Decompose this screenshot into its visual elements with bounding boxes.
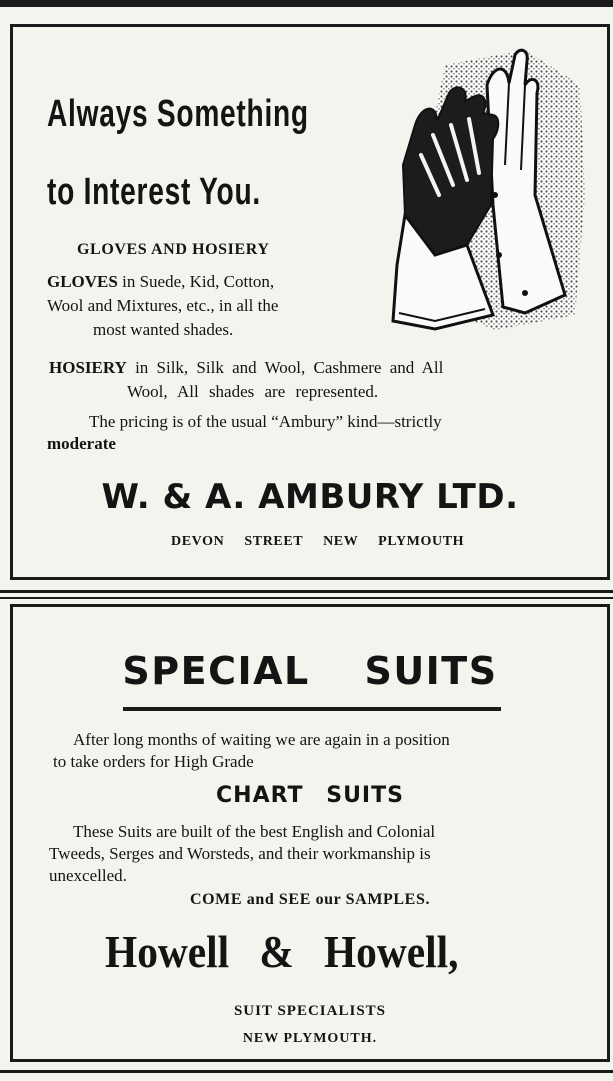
company-name: Howell & Howell, — [105, 926, 459, 977]
intro-line-1: After long months of waiting we are again in a position — [73, 730, 450, 749]
description-line-1: These Suits are built of the best English and Colonial — [73, 822, 436, 841]
top-column-rule — [0, 0, 613, 7]
call-to-action: COME and SEE our SAMPLES. — [189, 891, 431, 908]
howell-advertisement — [10, 604, 610, 1062]
headline-line-2: to Interest You. — [47, 171, 261, 213]
middle-column-rule-thin — [0, 597, 613, 599]
hosiery-line-1: HOSIERY in Silk, Silk and Wool, Cashmere and All — [49, 358, 444, 377]
bottom-column-rule — [0, 1070, 613, 1073]
subheading: CHART SUITS — [216, 783, 404, 808]
address: DEVON STREET NEW PLYMOUTH — [171, 534, 465, 549]
headline: SPECIAL SUITS — [122, 649, 498, 693]
headline-underline — [123, 707, 501, 711]
location: NEW PLYMOUTH. — [242, 1031, 378, 1046]
middle-column-rule — [0, 590, 613, 593]
description-line-2: Tweeds, Serges and Worsteds, and their workmanship is — [49, 844, 431, 863]
gloves-line-2: Wool and Mixtures, etc., in all the — [47, 296, 279, 315]
glove-illustration — [375, 45, 587, 341]
description-line-3: unexcelled. — [49, 866, 127, 885]
pricing-line-2: moderate — [47, 434, 116, 453]
gloves-line-3: most wanted shades. — [93, 320, 234, 339]
pricing-line-1: The pricing is of the usual “Ambury” kind—strictly — [89, 412, 442, 431]
gloves-line-1: GLOVES in Suede, Kid, Cotton, — [47, 272, 275, 291]
company-name: W. & A. AMBURY LTD. — [101, 477, 519, 517]
section-heading: GLOVES AND HOSIERY — [77, 241, 270, 258]
intro-line-2: to take orders for High Grade — [53, 752, 254, 771]
headline-line-1: Always Something — [47, 93, 309, 135]
hosiery-line-2: Wool, All shades are represented. — [127, 382, 379, 401]
ambury-advertisement — [10, 24, 610, 580]
tagline: SUIT SPECIALISTS — [233, 1003, 387, 1019]
